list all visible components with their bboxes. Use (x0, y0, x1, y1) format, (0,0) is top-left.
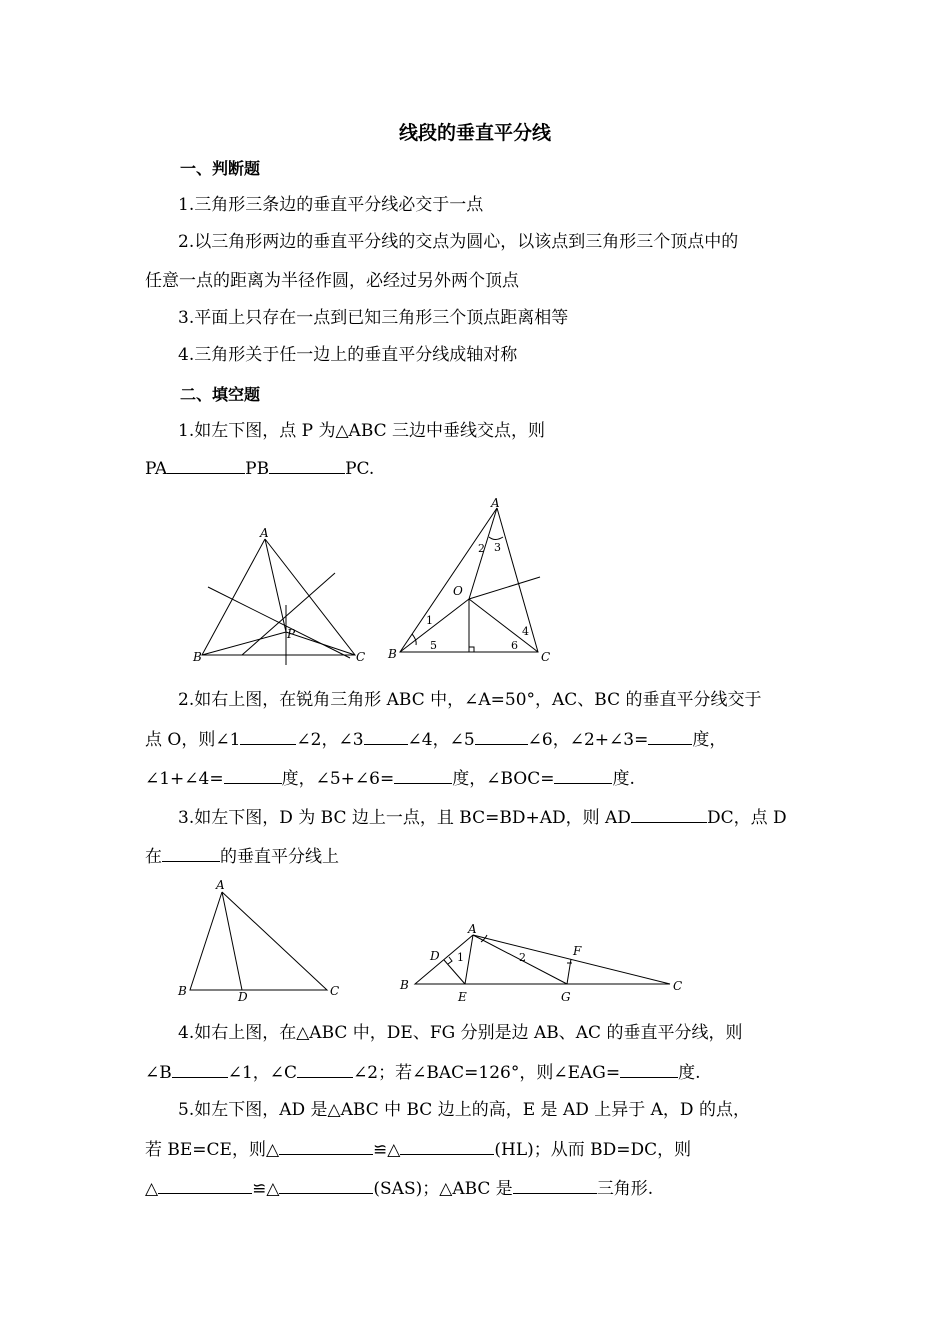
figure-triangle-o (385, 495, 560, 670)
perp-bisector-ac (469, 577, 540, 599)
label-c: C (330, 984, 340, 998)
q2-text-1: 点 O，则∠1 (145, 730, 241, 750)
label-g: G (561, 990, 571, 1004)
answer-blank[interactable] (224, 767, 282, 784)
q5-text-6: (SAS)；△ABC 是 (373, 1179, 513, 1199)
answer-blank[interactable] (269, 457, 345, 474)
right-angle-mark (469, 647, 474, 652)
answer-blank[interactable] (167, 457, 245, 474)
fill-q1-line2 (145, 457, 374, 480)
answer-blank[interactable] (631, 806, 707, 823)
label-a: A (260, 526, 269, 540)
q1-text-a: PA (145, 459, 168, 479)
answer-blank[interactable] (400, 1138, 494, 1155)
q2-text-4: ∠6，∠2+∠3= (527, 730, 649, 750)
q3-text-3: 在 (145, 847, 162, 867)
q2-text-2: ∠2，∠3 (296, 730, 364, 750)
fill-q2-line2 (145, 728, 726, 751)
label-b: B (388, 647, 397, 661)
q3-text-4: 的垂直平分线上 (220, 847, 339, 867)
figure-triangle-efg (395, 915, 695, 1010)
figure-triangle-p (190, 525, 380, 670)
angle-label-5: 5 (430, 639, 437, 652)
answer-blank[interactable] (394, 767, 452, 784)
fill-q5-line2 (145, 1138, 691, 1161)
angle-arc (412, 634, 416, 645)
fill-q1-line1: 1.如左下图，点 P 为△ABC 三边中垂线交点，则 (178, 421, 546, 441)
angle-arc (489, 537, 503, 540)
q1-text-c: PC. (345, 459, 375, 479)
triangle-abc (415, 935, 670, 984)
answer-blank[interactable] (364, 728, 408, 745)
q3-text-1: 3.如左下图，D 为 BC 边上一点，且 BC=BD+AD，则 AD (178, 808, 631, 828)
label-c: C (356, 650, 366, 664)
median-b (202, 632, 286, 655)
angle-label-6: 6 (511, 639, 518, 652)
q2-text-9: 度. (612, 769, 635, 789)
fill-q4-line1: 4.如右上图，在△ABC 中，DE、FG 分别是边 AB、AC 的垂直平分线，则 (178, 1023, 743, 1043)
triangle-abc (190, 892, 327, 990)
page-title: 线段的垂直平分线 (398, 122, 551, 144)
q5-text-3: (HL)；从而 BD=DC，则 (494, 1140, 692, 1160)
label-a: A (468, 922, 477, 936)
label-b: B (193, 650, 202, 664)
line-ad (222, 892, 242, 990)
fill-q5-line1: 5.如左下图，AD 是△ABC 中 BC 边上的高，E 是 AD 上异于 A，D 的点， (178, 1100, 750, 1120)
answer-blank[interactable] (297, 1061, 353, 1078)
q2-text-6: ∠1+∠4= (145, 769, 224, 789)
q5-text-4: △ (145, 1179, 159, 1199)
q4-text-3: ∠2；若∠BAC=126°，则∠EAG= (353, 1063, 621, 1083)
q1-text-b: PB (245, 459, 270, 479)
q3-text-2: DC，点 D (706, 808, 787, 828)
q2-text-8: 度，∠BOC= (452, 769, 555, 789)
line-ae (465, 935, 473, 984)
fill-q2-line3 (145, 767, 635, 790)
q5-text-5: ≌△ (252, 1179, 280, 1199)
answer-blank[interactable] (279, 1177, 373, 1194)
label-c: C (541, 650, 551, 664)
q5-text-2: ≌△ (373, 1140, 401, 1160)
q2-text-3: ∠4，∠5 (407, 730, 475, 750)
right-angle-mark (448, 957, 452, 964)
label-a: A (216, 878, 225, 892)
answer-blank[interactable] (513, 1177, 597, 1194)
judge-item-4: 4.三角形关于任一边上的垂直平分线成轴对称 (178, 345, 518, 365)
label-d: D (430, 949, 440, 963)
angle-label-2: 2 (478, 542, 485, 555)
fill-q2-line1: 2.如右上图，在锐角三角形 ABC 中，∠A=50°，AC、BC 的垂直平分线交于 (178, 690, 762, 710)
q4-text-4: 度. (678, 1063, 701, 1083)
answer-blank[interactable] (554, 767, 612, 784)
q4-text-1: ∠B (145, 1063, 172, 1083)
fill-q3-line2 (145, 845, 339, 868)
angle-label-3: 3 (494, 541, 501, 554)
answer-blank[interactable] (158, 1177, 252, 1194)
label-b: B (178, 984, 187, 998)
label-c: C (673, 979, 683, 993)
section1-heading: 一、判断题 (180, 159, 261, 178)
label-f: F (573, 944, 582, 958)
q5-text-7: 三角形. (596, 1179, 654, 1199)
angle-label-1: 1 (426, 614, 433, 627)
fill-q3-line1 (178, 806, 787, 829)
label-d: D (238, 990, 248, 1004)
q2-text-5: 度， (692, 730, 727, 750)
fill-q5-line3 (145, 1177, 653, 1200)
answer-blank[interactable] (172, 1061, 228, 1078)
q5-text-1: 若 BE=CE，则△ (145, 1140, 280, 1160)
answer-blank[interactable] (240, 728, 296, 745)
label-e: E (458, 990, 467, 1004)
bisector-ac (242, 573, 335, 655)
answer-blank[interactable] (620, 1061, 678, 1078)
q4-text-2: ∠1，∠C (227, 1063, 298, 1083)
answer-blank[interactable] (475, 728, 528, 745)
angle-label-4: 4 (522, 625, 529, 638)
fill-q4-line2 (145, 1061, 701, 1084)
label-b: B (400, 978, 409, 992)
answer-blank[interactable] (648, 728, 692, 745)
judge-item-2: 2.以三角形两边的垂直平分线的交点为圆心，以该点到三角形三个顶点中的 (178, 232, 739, 252)
angle-label-2: 2 (519, 951, 526, 964)
section2-heading: 二、填空题 (180, 385, 261, 404)
judge-item-1: 1.三角形三条边的垂直平分线必交于一点 (178, 195, 484, 215)
label-p: P (287, 627, 296, 641)
judge-item-2-cont: 任意一点的距离为半径作圆，必经过另外两个顶点 (145, 271, 519, 291)
q2-text-7: 度，∠5+∠6= (281, 769, 395, 789)
answer-blank[interactable] (279, 1138, 373, 1155)
figure-triangle-d (175, 875, 350, 1005)
judge-item-3: 3.平面上只存在一点到已知三角形三个顶点距离相等 (178, 308, 569, 328)
angle-label-1: 1 (457, 951, 464, 964)
label-a: A (491, 496, 500, 510)
label-o: O (453, 584, 463, 598)
answer-blank[interactable] (162, 845, 220, 862)
